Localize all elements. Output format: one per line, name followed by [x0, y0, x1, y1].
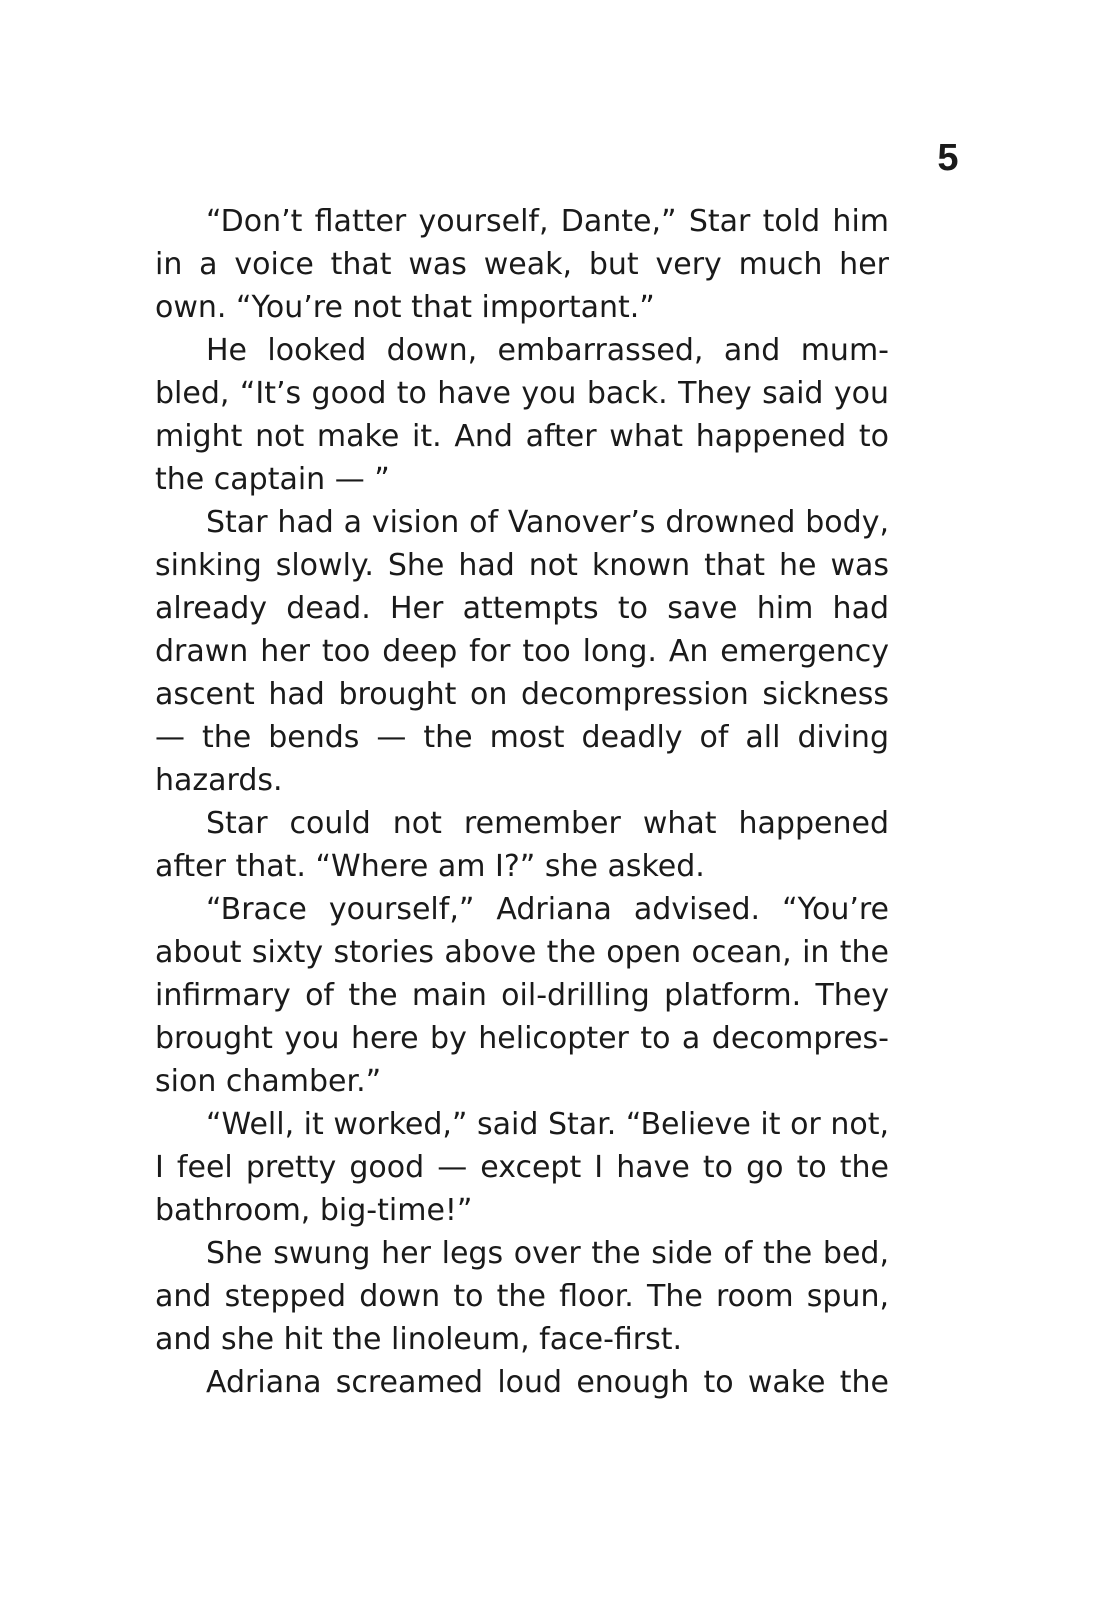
paragraph-3: Star had a vision of Vanover’s drowned body, sinking slowly. She had not known that he was already dead. Her attempts to save him had drawn her too deep for too long. An emergency ascent had brought on decompression sickness — the bends — the most deadly of all diving hazards. [155, 505, 889, 798]
paragraph-5: “Brace yourself,” Adriana advised. “You’re about sixty stories above the open ocean, in the infirmary of the main oil-drilling platform. They brought you here by helicopter to a decompression chamber.” [155, 892, 889, 1099]
paragraph-6: “Well, it worked,” said Star. “Believe it or not, I feel pretty good — except I have to go to the bathroom, big-time!” [155, 1107, 889, 1228]
paragraph-1: “Don’t flatter yourself, Dante,” Star told him in a voice that was weak, but very much her own. “You’re not that important.” [155, 204, 889, 325]
paragraph-8: Adriana screamed loud enough to wake the [206, 1365, 889, 1400]
body-text [155, 200, 889, 1404]
paragraph-7: She swung her legs over the side of the bed, and stepped down to the floor. The room spun, and she hit the linoleum, face-first. [155, 1236, 889, 1357]
paragraph-4: Star could not remember what happened after that. “Where am I?” she asked. [155, 806, 889, 884]
page-number: 5 [937, 137, 959, 179]
paragraph-2: He looked down, embarrassed, and mumbled, “It’s good to have you back. They said you might not make it. And after what happened to the captain — ” [155, 333, 889, 497]
